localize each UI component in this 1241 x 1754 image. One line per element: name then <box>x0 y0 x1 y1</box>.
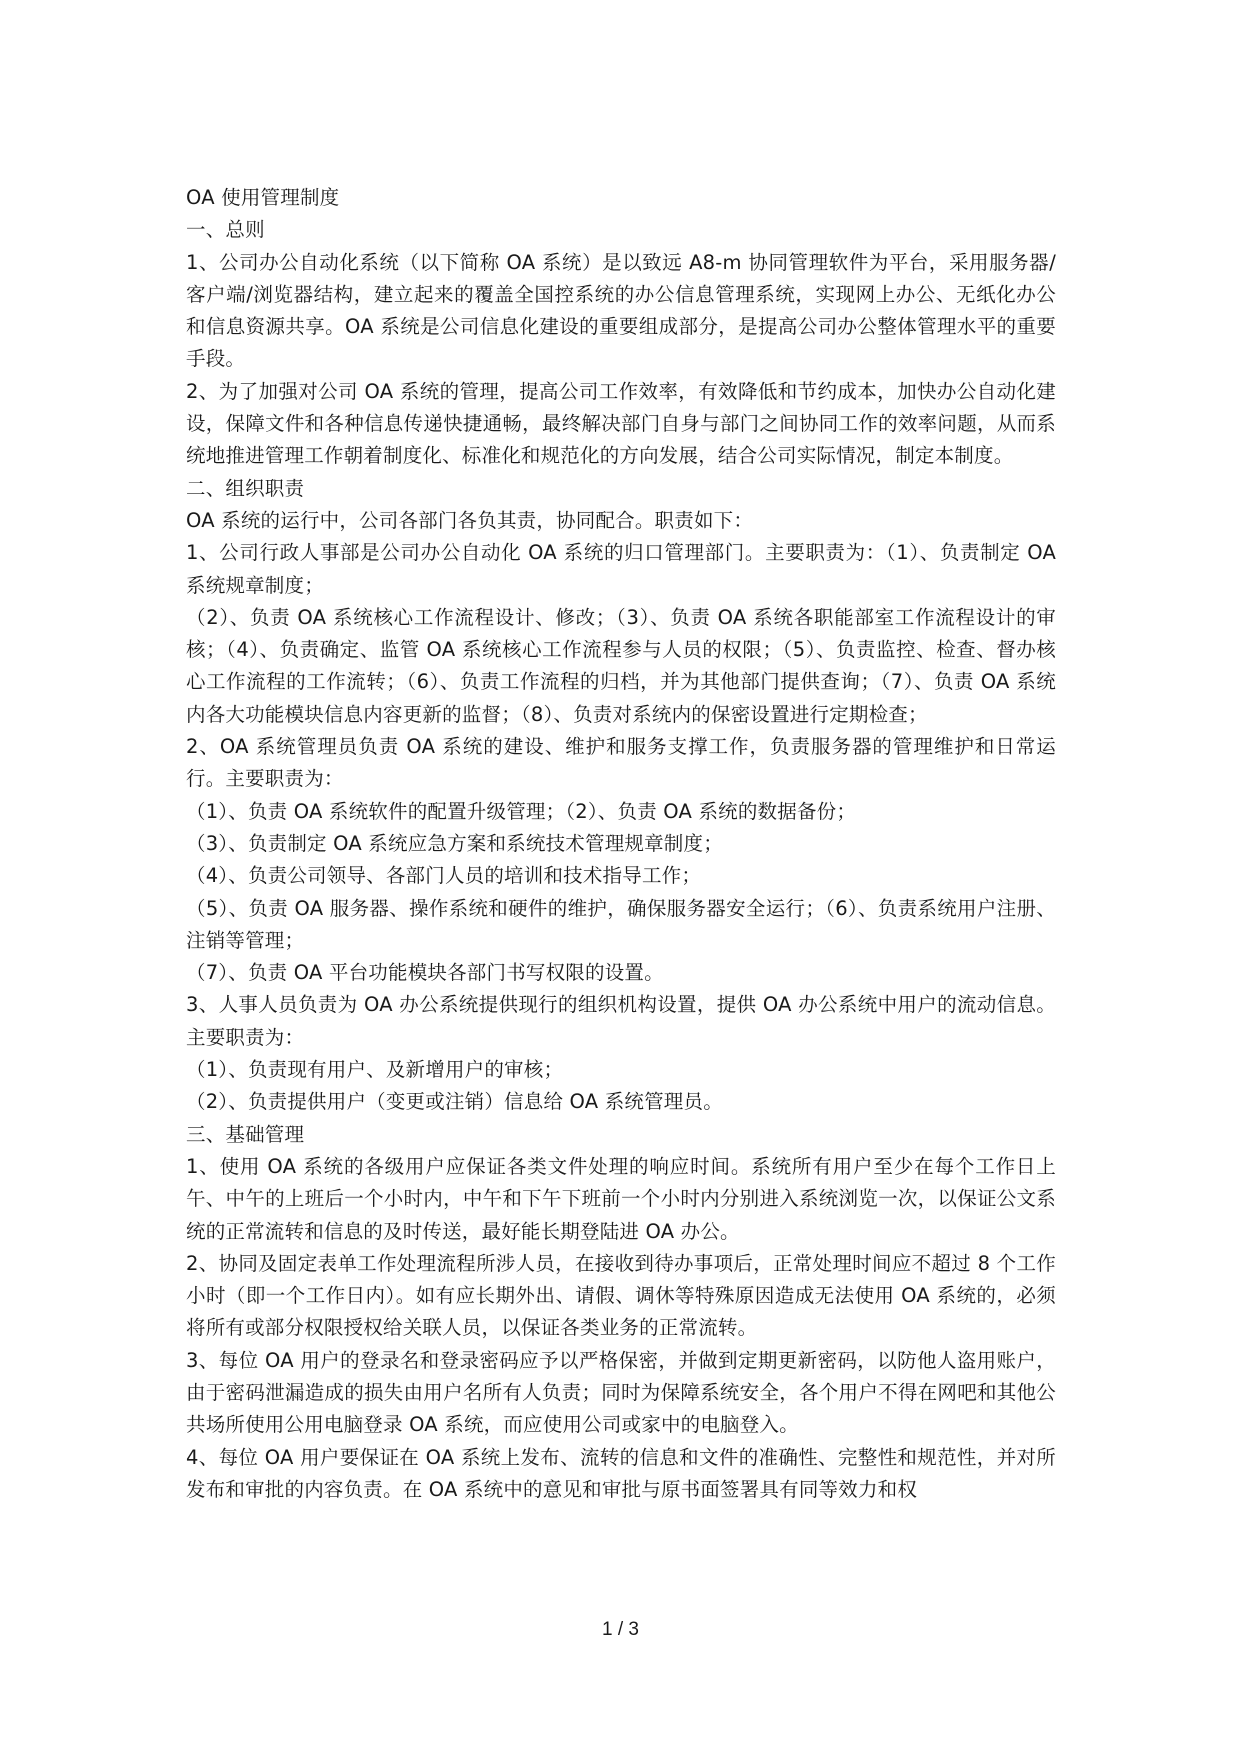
document-title: OA 使用管理制度 <box>186 186 340 209</box>
list-item: （2）、负责提供用户（变更或注销）信息给 OA 系统管理员。 <box>186 1090 723 1114</box>
paragraph: 4、每位 OA 用户要保证在 OA 系统上发布、流转的信息和文件的准确性、完整性和规范性，并对所发布和审批的内容负责。在 OA 系统中的意见和审批与原书面签署具有同等效力和权 <box>186 1445 1056 1501</box>
list-item: （4）、负责公司领导、各部门人员的培训和技术指导工作； <box>186 864 702 888</box>
section-heading-org-duties: 二、组织职责 <box>186 476 305 500</box>
list-item: （7）、负责 OA 平台功能模块各部门书写权限的设置。 <box>186 961 664 985</box>
list-item: （3）、负责制定 OA 系统应急方案和系统技术管理规章制度； <box>186 831 723 855</box>
paragraph: 1、公司办公自动化系统（以下简称 OA 系统）是以致远 A8-m 协同管理软件为平台，采用服务器/客户端/浏览器结构，建立起来的覆盖全国控系统的办公信息管理系统，实现网上办公、无纸化办公和信息资源共享。OA 系统是公司信息化建设的重要组成部分，是提高公司办公整体管理水平的重要手段。 <box>186 250 1056 371</box>
section-heading-general: 一、总则 <box>186 218 265 242</box>
list-item: （5）、负责 OA 服务器、操作系统和硬件的维护，确保服务器安全运行；（6）、负责系统用户注册、注销等管理； <box>186 896 1056 952</box>
paragraph: 2、为了加强对公司 OA 系统的管理，提高公司工作效率，有效降低和节约成本，加快办公自动化建设，保障文件和各种信息传递快捷通畅，最终解决部门自身与部门之间协同工作的效率问题，从而系统地推进管理工作朝着制度化、标准化和规范化的方向发展，结合公司实际情况，制定本制度。 <box>186 379 1056 468</box>
paragraph: 3、人事人员负责为 OA 办公系统提供现行的组织机构设置，提供 OA 办公系统中用户的流动信息。主要职责为： <box>186 993 1056 1049</box>
section-heading-basic-management: 三、基础管理 <box>186 1122 305 1146</box>
paragraph: 3、每位 OA 用户的登录名和登录密码应予以严格保密，并做到定期更新密码，以防他人盗用账户，由于密码泄漏造成的损失由用户名所有人负责；同时为保障系统安全，各个用户不得在网吧和其他公共场所使用公用电脑登录 OA 系统，而应使用公司或家中的电脑登入。 <box>186 1348 1056 1437</box>
paragraph: （2）、负责 OA 系统核心工作流程设计、修改；（3）、负责 OA 系统各职能部室工作流程设计的审核；（4）、负责确定、监管 OA 系统核心工作流程参与人员的权限；（5）、负责监控、检查、督办核心工作流程的工作流转；（6）、负责工作流程的归档，并为其他部门提供查询；（7）、负责 OA 系统内各大功能模块信息内容更新的监督；（8）、负责对系统内的保密设置进行定期检查； <box>186 605 1056 726</box>
paragraph: 1、公司行政人事部是公司办公自动化 OA 系统的归口管理部门。主要职责为：（1）、负责制定 OA 系统规章制度； <box>186 541 1056 597</box>
document-body <box>186 182 1056 1506</box>
paragraph: 2、OA 系统管理员负责 OA 系统的建设、维护和服务支撑工作，负责服务器的管理维护和日常运行。主要职责为： <box>186 735 1056 791</box>
page-number: 1 / 3 <box>602 1619 639 1640</box>
paragraph: 2、协同及固定表单工作处理流程所涉人员，在接收到待办事项后，正常处理时间应不超过 8 个工作小时（即一个工作日内）。如有应长期外出、请假、调休等特殊原因造成无法使用 OA 系统的，必须将所有或部分权限授权给关联人员，以保证各类业务的正常流转。 <box>186 1251 1056 1340</box>
list-item: （1）、负责 OA 系统软件的配置升级管理；（2）、负责 OA 系统的数据备份； <box>186 799 857 823</box>
paragraph: 1、使用 OA 系统的各级用户应保证各类文件处理的响应时间。系统所有用户至少在每个工作日上午、中午的上班后一个小时内，中午和下午下班前一个小时内分别进入系统浏览一次，以保证公文系统的正常流转和信息的及时传送，最好能长期登陆进 OA 办公。 <box>186 1154 1056 1243</box>
paragraph: OA 系统的运行中，公司各部门各负其责，协同配合。职责如下： <box>186 508 754 532</box>
list-item: （1）、负责现有用户、及新增用户的审核； <box>186 1058 564 1082</box>
